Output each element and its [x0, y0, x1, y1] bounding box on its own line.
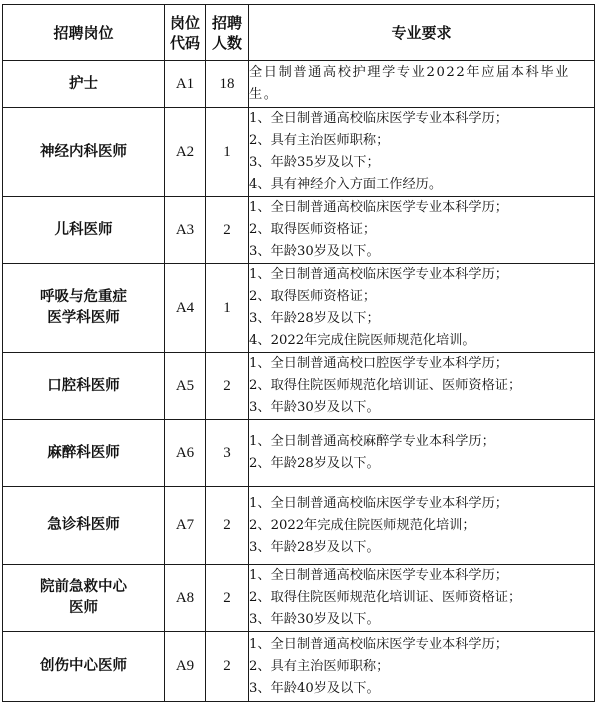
- headcount-cell: 2: [206, 197, 249, 264]
- position-name-line: 麻醉科医师: [47, 444, 120, 461]
- table-row: [3, 108, 595, 197]
- header-code-line2: 代码: [169, 33, 200, 52]
- headcount-cell: 1: [206, 264, 249, 353]
- requirement-line: 2、年龄28岁及以下。: [249, 456, 380, 471]
- requirement-cell: [249, 108, 595, 197]
- position-cell: [3, 487, 165, 565]
- requirement-line: 1、全日制普通高校麻醉学专业本科学历；: [249, 434, 495, 449]
- position-code-cell: A8: [165, 565, 206, 632]
- header-requirement: 专业要求: [249, 5, 595, 61]
- requirement-cell: [249, 420, 595, 487]
- requirement-line: 2、取得住院医师规范化培训证、医师资格证；: [249, 378, 522, 393]
- table-row: [3, 353, 595, 420]
- requirement-line: 1、全日制普通高校临床医学专业本科学历；: [249, 267, 508, 282]
- requirement-line: 3、年龄30岁及以下。: [249, 244, 380, 259]
- position-cell: [3, 264, 165, 353]
- position-name-line: 神经内科医师: [40, 143, 127, 160]
- position-name-line: 儿科医师: [54, 221, 113, 238]
- position-code-cell: A1: [165, 61, 206, 108]
- requirement-line: 1、全日制普通高校临床医学专业本科学历；: [249, 111, 508, 126]
- requirement-line: 1、全日制普通高校临床医学专业本科学历；: [249, 568, 508, 583]
- requirement-line: 1、全日制普通高校临床医学专业本科学历；: [249, 495, 508, 511]
- table-row: [3, 264, 595, 353]
- headcount-cell: 3: [206, 420, 249, 487]
- position-cell: [3, 108, 165, 197]
- position-cell: [3, 632, 165, 702]
- requirement-line: 4、2022年完成住院医师规范化培训。: [249, 333, 476, 348]
- headcount-cell: 1: [206, 108, 249, 197]
- requirement-cell: [249, 565, 595, 632]
- position-cell: [3, 197, 165, 264]
- requirement-line: 1、全日制普通高校临床医学专业本科学历；: [249, 200, 508, 215]
- header-position: 招聘岗位: [3, 5, 165, 61]
- requirement-line: 2、2022年完成住院医师规范化培训；: [249, 517, 476, 533]
- position-name-line: 口腔科医师: [47, 377, 120, 394]
- table-row: [3, 487, 595, 565]
- position-name-line: 急诊科医师: [47, 517, 120, 533]
- position-name-line: 医学科医师: [47, 310, 120, 326]
- requirement-cell: [249, 632, 595, 702]
- header-code-line1: 岗位: [169, 13, 200, 32]
- requirement-cell: [249, 61, 595, 108]
- requirement-line: 3、年龄28岁及以下；: [249, 311, 380, 326]
- requirement-line: 3、年龄40岁及以下。: [249, 680, 380, 696]
- requirement-line: 全日制普通高校护理学专业2022年应届本科毕业生。: [249, 65, 570, 102]
- position-code-cell: A2: [165, 108, 206, 197]
- position-code-cell: A9: [165, 632, 206, 702]
- headcount-cell: 18: [206, 61, 249, 108]
- requirement-line: 2、具有主治医师职称；: [249, 133, 390, 148]
- headcount-cell: 2: [206, 353, 249, 420]
- headcount-cell: 2: [206, 632, 249, 702]
- position-code-cell: A4: [165, 264, 206, 353]
- position-name-line: 护士: [69, 75, 98, 92]
- header-code: [165, 5, 206, 61]
- position-code-cell: A7: [165, 487, 206, 565]
- position-code-cell: A5: [165, 353, 206, 420]
- position-name-line: 呼吸与危重症: [40, 289, 127, 305]
- header-count-line1: 招聘: [211, 13, 242, 32]
- position-name-line: 院前急救中心: [40, 579, 127, 595]
- table-row: [3, 632, 595, 702]
- requirement-line: 3、年龄35岁及以下；: [249, 155, 380, 170]
- table-row: [3, 420, 595, 487]
- headcount-cell: 2: [206, 565, 249, 632]
- table-row: [3, 61, 595, 108]
- table-body: [3, 61, 595, 702]
- requirement-line: 2、取得住院医师规范化培训证、医师资格证；: [249, 590, 522, 605]
- position-name-line: 创伤中心医师: [40, 658, 127, 674]
- header-row: [3, 5, 595, 61]
- requirement-line: 3、年龄28岁及以下。: [249, 539, 380, 555]
- position-cell: [3, 420, 165, 487]
- requirement-line: 1、全日制普通高校临床医学专业本科学历；: [249, 636, 508, 652]
- position-cell: [3, 353, 165, 420]
- table-row: [3, 197, 595, 264]
- requirement-line: 1、全日制普通高校口腔医学专业本科学历；: [249, 356, 508, 371]
- requirement-cell: [249, 197, 595, 264]
- table-row: [3, 565, 595, 632]
- headcount-cell: 2: [206, 487, 249, 565]
- requirement-cell: [249, 264, 595, 353]
- requirement-line: 2、具有主治医师职称；: [249, 658, 390, 674]
- requirement-line: 2、取得医师资格证；: [249, 222, 377, 237]
- header-count: [206, 5, 249, 61]
- header-count-line2: 人数: [211, 33, 242, 52]
- position-cell: [3, 565, 165, 632]
- position-cell: [3, 61, 165, 108]
- position-name-line: 医师: [69, 600, 98, 616]
- requirement-line: 2、取得医师资格证；: [249, 289, 377, 304]
- requirement-cell: [249, 353, 595, 420]
- requirement-cell: [249, 487, 595, 565]
- position-code-cell: A3: [165, 197, 206, 264]
- requirement-line: 4、具有神经介入方面工作经历。: [249, 177, 443, 192]
- requirement-line: 3、年龄30岁及以下。: [249, 612, 380, 627]
- position-code-cell: A6: [165, 420, 206, 487]
- recruitment-table: [2, 4, 595, 702]
- requirement-line: 3、年龄30岁及以下。: [249, 400, 380, 415]
